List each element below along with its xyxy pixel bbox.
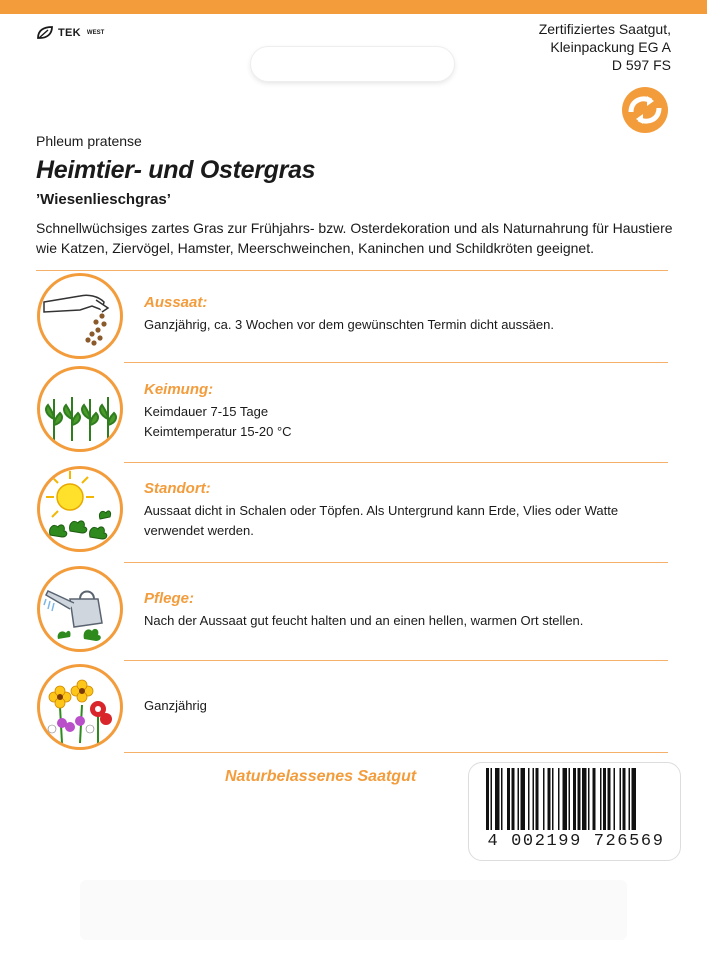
product-description: Schnellwüchsiges zartes Gras zur Frühjahrs- bzw. Osterdekoration und als Naturnahrung für Haustiere wie Katzen, Ziervögel, Hamster, Meerschweinchen, Kaninchen und Schildkröten geeignet.	[36, 220, 673, 256]
section-text-aussaat	[144, 315, 676, 335]
barcode-bar	[569, 768, 571, 830]
barcode-bar	[552, 768, 554, 830]
barcode-bar	[563, 768, 568, 830]
barcode-bar	[632, 768, 637, 830]
sun-plants-icon	[37, 466, 123, 552]
section-text-ganzjaehrig	[144, 696, 676, 716]
recycling-icon	[621, 86, 669, 134]
lower-panel	[80, 880, 627, 940]
cert-line: Kleinpackung EG A	[550, 39, 671, 55]
barcode-bar	[507, 768, 510, 830]
brand-sub: WEST	[86, 30, 105, 36]
barcode-bar	[588, 768, 590, 830]
barcode-bar	[491, 768, 493, 830]
top-color-bar	[0, 0, 707, 14]
barcode-bar	[548, 768, 551, 830]
text-line: Ganzjährig, ca. 3 Wochen vor dem gewünschten Termin dicht aussäen.	[144, 317, 554, 332]
barcode-bar	[593, 768, 596, 830]
barcode-bar	[614, 768, 616, 830]
barcode-bar	[501, 768, 503, 830]
barcode-bars	[486, 768, 666, 834]
barcode-bar	[578, 768, 581, 830]
divider	[124, 562, 668, 563]
section-title-pflege: Pflege:	[144, 590, 195, 607]
barcode-bar	[495, 768, 500, 830]
cert-line: Zertifiziertes Saatgut,	[538, 21, 671, 37]
text-line: Nach der Aussaat gut feucht halten und an einen hellen, warmen Ort stellen.	[144, 613, 584, 628]
product-title: Heimtier- und Ostergras	[36, 156, 316, 184]
barcode-bar	[623, 768, 626, 830]
barcode-bar	[518, 768, 520, 830]
brand-name: TEK	[58, 27, 81, 39]
barcode-bar	[573, 768, 576, 830]
barcode-bar	[486, 768, 489, 830]
divider	[124, 752, 668, 753]
sowing-hand-icon	[37, 273, 123, 359]
barcode-bar	[603, 768, 606, 830]
barcode-bar	[543, 768, 545, 830]
barcode-bar	[533, 768, 535, 830]
text-line: Ganzjährig	[144, 698, 207, 713]
barcode-bar	[536, 768, 539, 830]
certification-block	[539, 20, 671, 74]
brand-logo	[36, 26, 104, 40]
section-title-aussaat: Aussaat:	[144, 294, 208, 311]
flowers-icon	[37, 664, 123, 750]
barcode-bar	[558, 768, 560, 830]
barcode-bar	[629, 768, 631, 830]
divider	[124, 362, 668, 363]
leaf-logo-icon	[36, 26, 54, 40]
section-text-pflege	[144, 611, 676, 631]
section-text-standort	[144, 501, 676, 541]
barcode-bar	[620, 768, 622, 830]
seedlings-icon	[37, 366, 123, 452]
section-title-keimung: Keimung:	[144, 381, 214, 398]
watering-can-icon	[37, 566, 123, 652]
text-line: Keimdauer 7-15 Tage	[144, 404, 269, 419]
section-title-standort: Standort:	[144, 480, 211, 497]
barcode-bar	[512, 768, 515, 830]
latin-name: Phleum pratense	[36, 133, 142, 149]
barcode-bar	[582, 768, 587, 830]
barcode-bar	[600, 768, 602, 830]
barcode-bar	[528, 768, 530, 830]
barcode-bar	[608, 768, 611, 830]
divider	[124, 462, 668, 463]
section-text-keimung	[144, 402, 676, 442]
text-line: Aussaat dicht in Schalen oder Töpfen. Als Untergrund kann Erde, Vlies oder Watte verwendet werden.	[144, 503, 619, 538]
divider	[124, 660, 668, 661]
footer-tagline: Naturbelassenes Saatgut	[225, 768, 417, 785]
hang-hole	[251, 47, 454, 81]
barcode-bar	[521, 768, 526, 830]
barcode-number: 4 002199 726569	[487, 832, 665, 851]
variety-name: ’Wiesenlieschgras’	[36, 191, 171, 208]
divider	[36, 270, 668, 271]
cert-line: D 597 FS	[611, 57, 671, 73]
text-line: Keimtemperatur 15-20 °C	[144, 424, 292, 439]
